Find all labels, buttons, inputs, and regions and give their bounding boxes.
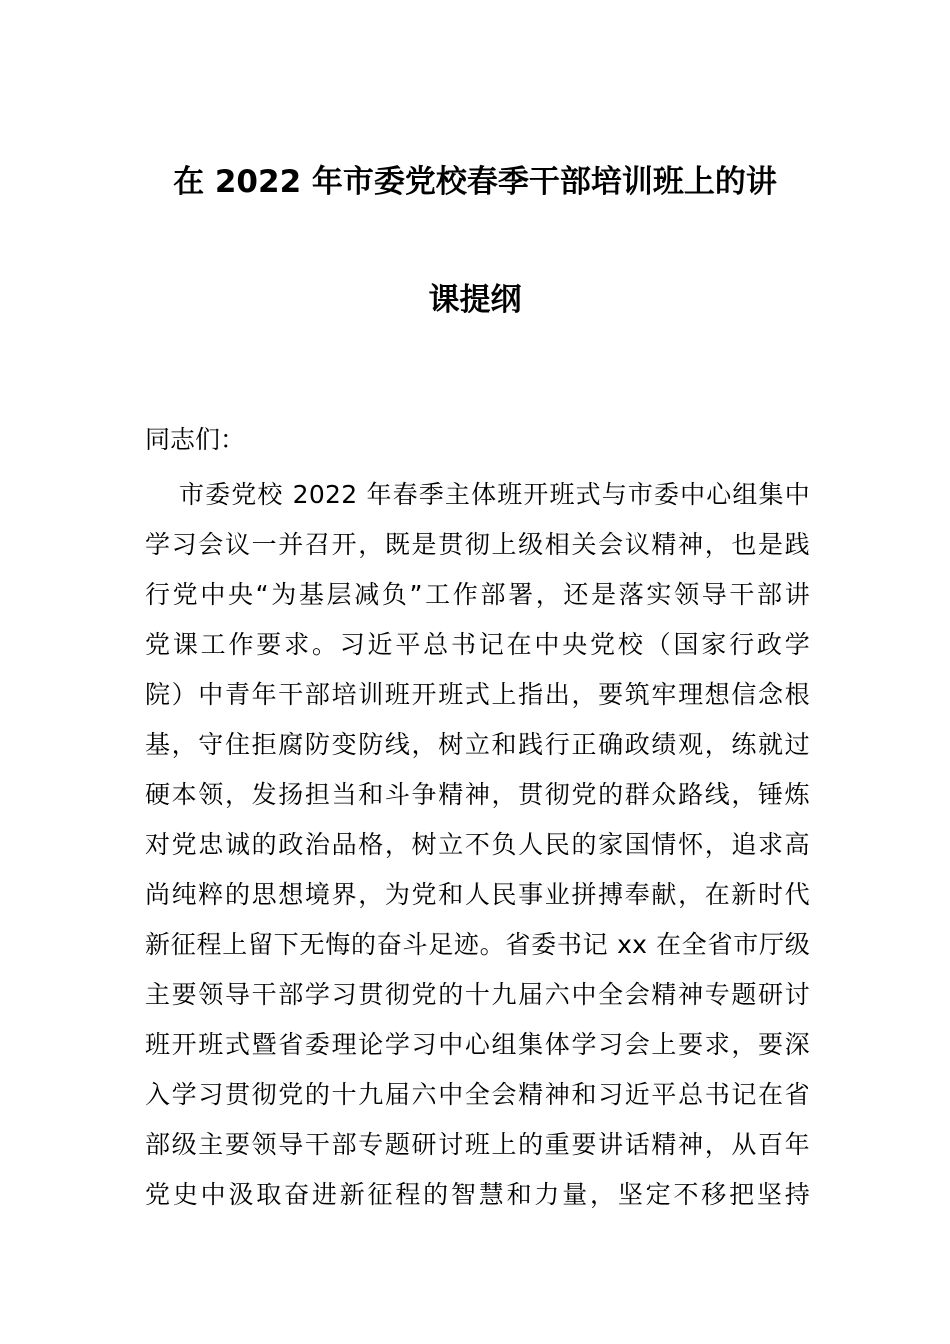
body-line: 院）中青年干部培训班开班式上指出，要筑牢理想信念根: [145, 680, 810, 709]
body-line: 主要领导干部学习贯彻党的十九届六中全会精神专题研讨: [145, 980, 810, 1009]
body-line: 对党忠诚的政治品格，树立不负人民的家国情怀，追求高: [145, 830, 810, 859]
body-line: 基，守住拒腐防变防线，树立和践行正确政绩观，练就过: [145, 730, 810, 759]
body-line: 党史中汲取奋进新征程的智慧和力量，坚定不移把坚持: [145, 1180, 810, 1209]
body-line: 市委党校 2022 年春季主体班开班式与市委中心组集中: [179, 480, 810, 509]
body-line: 行党中央“为基层减负”工作部署，还是落实领导干部讲: [145, 580, 810, 609]
body-line: 入学习贯彻党的十九届六中全会精神和习近平总书记在省: [145, 1080, 810, 1109]
body-paragraph: [145, 470, 810, 1220]
body-line: 学习会议一并召开，既是贯彻上级相关会议精神，也是践: [145, 530, 810, 559]
body-line: 硬本领，发扬担当和斗争精神，贯彻党的群众路线，锤炼: [145, 780, 810, 809]
body-line: 新征程上留下无悔的奋斗足迹。省委书记 xx 在全省市厅级: [145, 930, 810, 959]
body-line: 班开班式暨省委理论学习中心组集体学习会上要求，要深: [145, 1030, 810, 1059]
body-line: 部级主要领导干部专题研讨班上的重要讲话精神，从百年: [145, 1130, 810, 1159]
document-title-line-1: 在 2022 年市委党校春季干部培训班上的讲: [173, 164, 777, 200]
body-line: 党课工作要求。习近平总书记在中央党校（国家行政学: [145, 630, 810, 659]
body-line: 尚纯粹的思想境界，为党和人民事业拼搏奉献，在新时代: [145, 880, 810, 909]
document-title-line-2: 课提纲: [428, 282, 522, 318]
greeting: 同志们：: [145, 425, 246, 454]
